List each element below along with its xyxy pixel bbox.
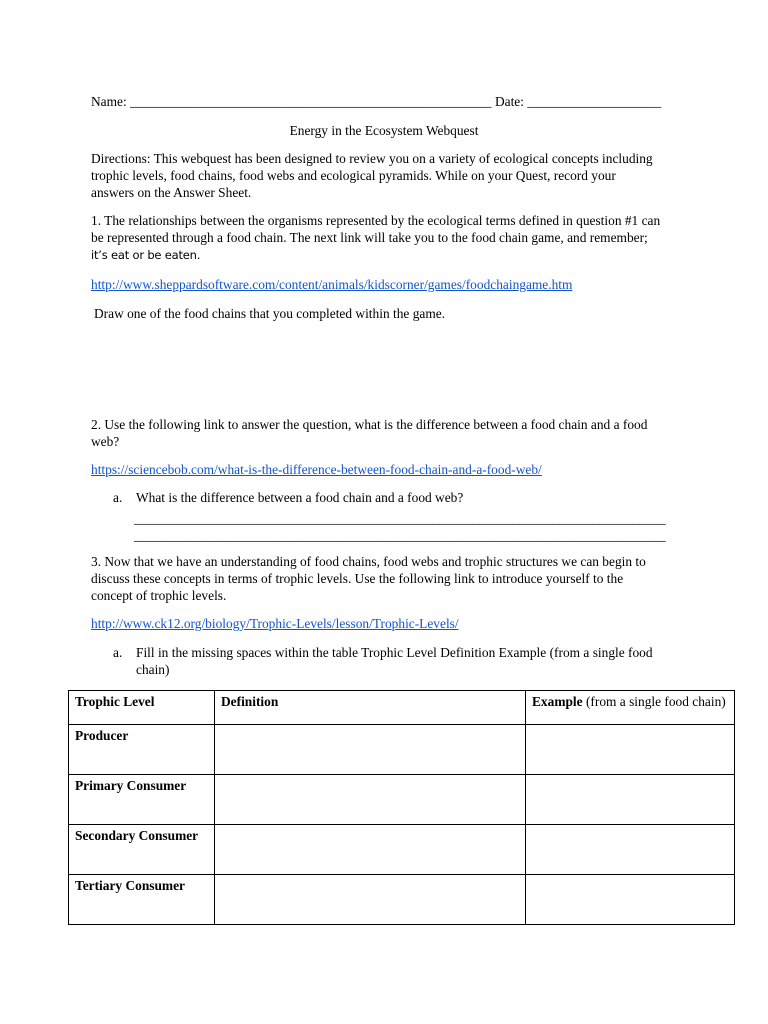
example-cell[interactable] xyxy=(526,825,735,875)
trophic-level-table xyxy=(68,690,735,925)
q3-line-1: 3. Now that we have an understanding of food chains, food webs and trophic structures we can begin to xyxy=(91,554,646,569)
header-trophic-level: Trophic Level xyxy=(69,691,215,725)
header-example-rest: (from a single food chain) xyxy=(582,694,726,709)
q3-link[interactable]: http://www.ck12.org/biology/Trophic-Levels/lesson/Trophic-Levels/ xyxy=(91,616,459,631)
definition-cell[interactable] xyxy=(215,825,526,875)
name-label: Name: xyxy=(91,94,127,109)
example-cell[interactable] xyxy=(526,875,735,925)
q1-line-1: 1. The relationships between the organisms represented by the ecological terms defined in question #1 can xyxy=(91,213,661,228)
q2-sub-marker: a. xyxy=(113,490,123,505)
q2-line-1: 2. Use the following link to answer the question, what is the difference between a food chain and a food xyxy=(91,417,648,432)
date-blank[interactable]: ____________________ xyxy=(527,94,662,109)
q2-line-2: web? xyxy=(91,434,120,449)
q2-sub-question: What is the difference between a food chain and a food web? xyxy=(136,490,464,505)
example-cell[interactable] xyxy=(526,725,735,775)
table-row xyxy=(69,875,735,925)
definition-cell[interactable] xyxy=(215,725,526,775)
header-example-bold: Example xyxy=(532,694,583,709)
q3-sub-line-2: chain) xyxy=(136,662,170,677)
header-definition: Definition xyxy=(215,691,526,725)
directions-line-1: Directions: This webquest has been designed to review you on a variety of ecological concepts including xyxy=(91,151,653,166)
q1-instruction: Draw one of the food chains that you completed within the game. xyxy=(94,306,446,321)
directions-line-3: answers on the Answer Sheet. xyxy=(91,185,252,200)
name-blank[interactable]: ______________________________________________________ xyxy=(130,94,492,109)
row-label-primary-consumer: Primary Consumer xyxy=(69,775,215,825)
table-row xyxy=(69,775,735,825)
q1-line-3: it’s eat or be eaten. xyxy=(91,248,201,262)
q1-link[interactable]: http://www.sheppardsoftware.com/content/animals/kidscorner/games/foodchaingame.htm xyxy=(91,277,573,292)
q2-link[interactable]: https://sciencebob.com/what-is-the-difference-between-food-chain-and-a-food-web/ xyxy=(91,462,542,477)
example-cell[interactable] xyxy=(526,775,735,825)
row-label-producer: Producer xyxy=(69,725,215,775)
q3-sub-marker: a. xyxy=(113,645,123,660)
directions-line-2: trophic levels, food chains, food webs and ecological pyramids. While on your Quest, record your xyxy=(91,168,616,183)
date-label: Date: xyxy=(494,94,524,109)
row-label-secondary-consumer: Secondary Consumer xyxy=(69,825,215,875)
name-date-line xyxy=(91,93,661,110)
header-example xyxy=(526,691,735,725)
table-row xyxy=(69,825,735,875)
definition-cell[interactable] xyxy=(215,875,526,925)
row-label-tertiary-consumer: Tertiary Consumer xyxy=(69,875,215,925)
document-title: Energy in the Ecosystem Webquest xyxy=(289,123,479,138)
q1-line-2: be represented through a food chain. The next link will take you to the food chain game, and remember; xyxy=(91,230,648,245)
q3-line-2: discuss these concepts in terms of trophic levels. Use the following link to introduce yourself to the xyxy=(91,571,624,586)
table-row xyxy=(69,725,735,775)
definition-cell[interactable] xyxy=(215,775,526,825)
q3-line-3: concept of trophic levels. xyxy=(91,588,227,603)
table-header-row xyxy=(69,691,735,725)
q2-answer-line-1[interactable]: ________________________________________________________________________________ xyxy=(134,511,666,526)
q3-sub-line-1: Fill in the missing spaces within the table Trophic Level Definition Example (from a single food xyxy=(136,645,653,660)
q2-answer-line-2[interactable]: ________________________________________________________________________________ xyxy=(134,528,666,543)
